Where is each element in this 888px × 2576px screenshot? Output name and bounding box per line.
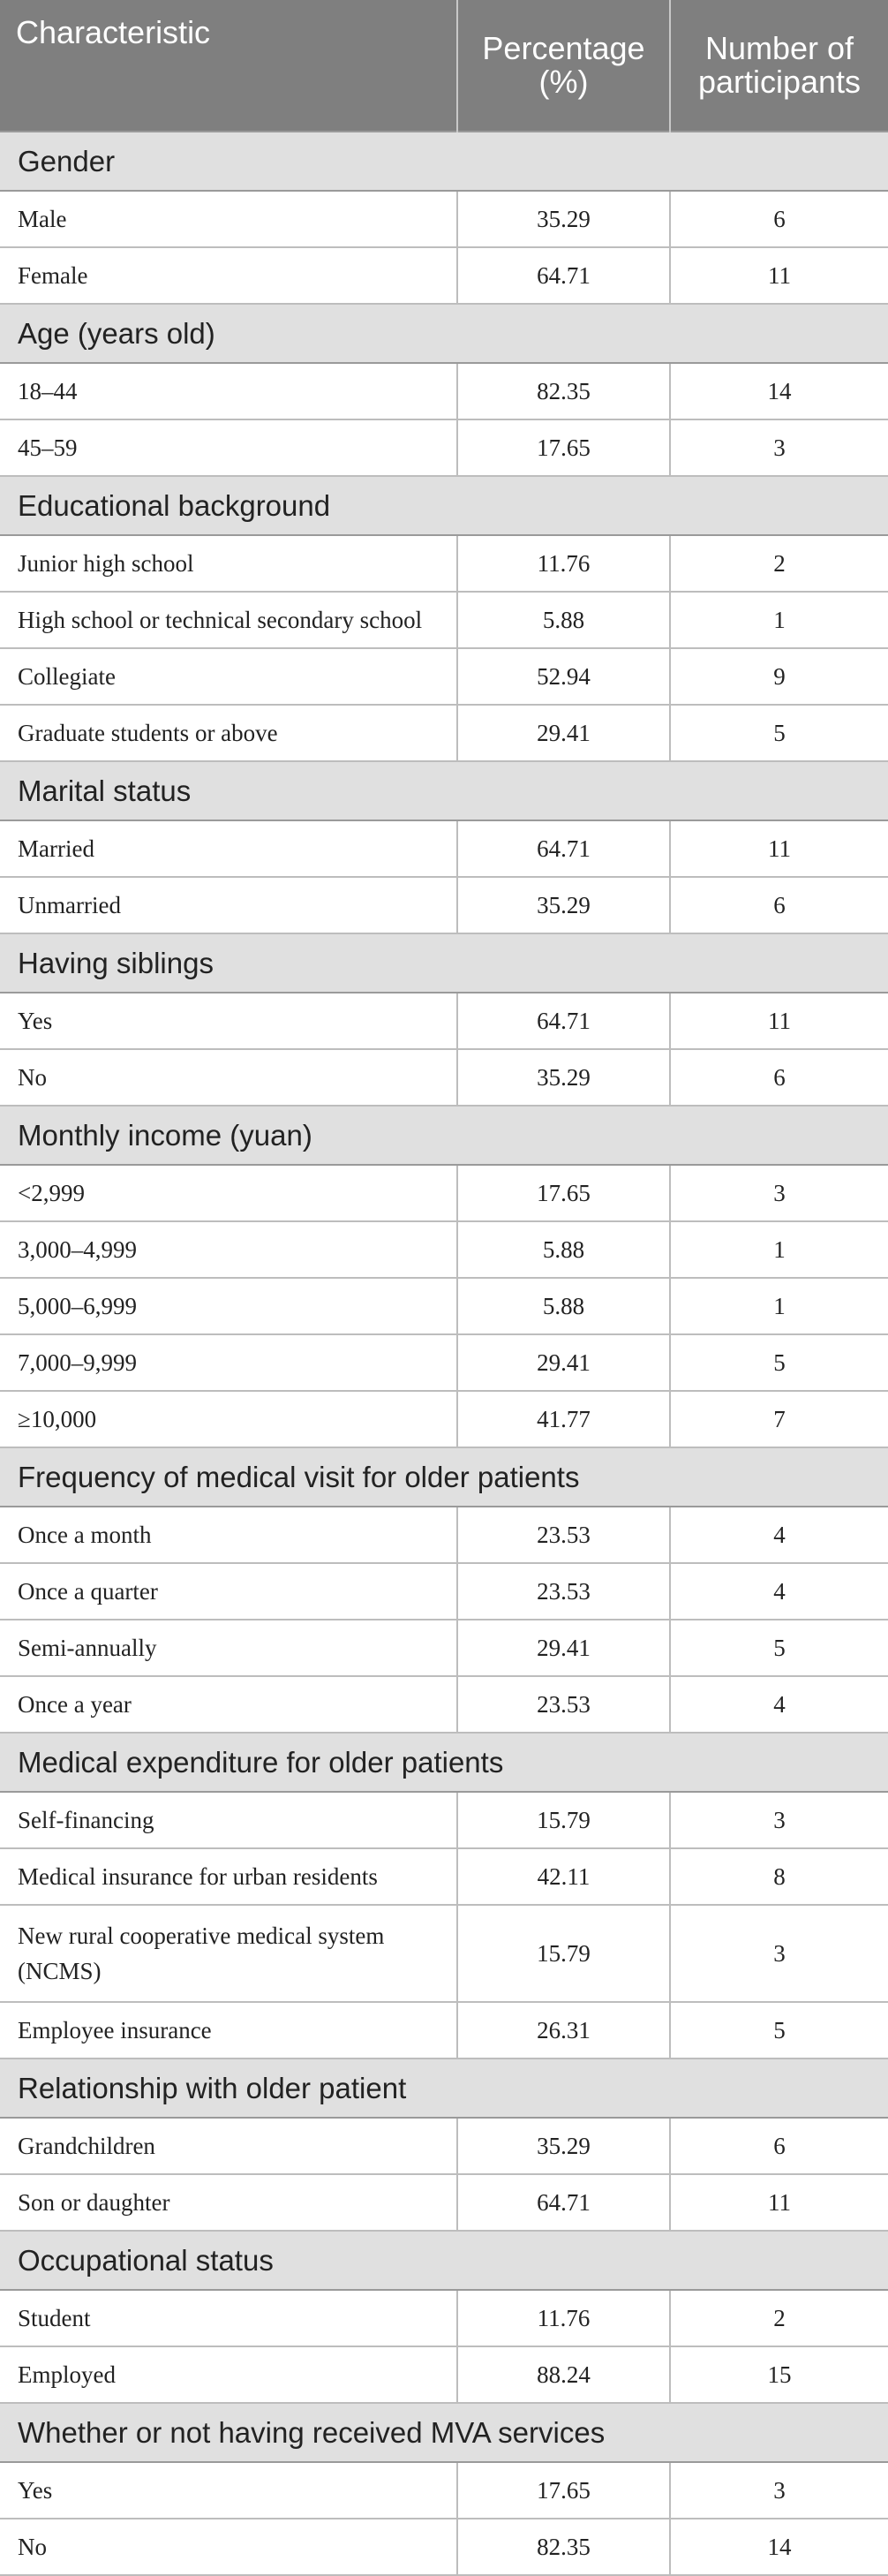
table-row	[0, 820, 888, 877]
row-label: 5,000–6,999	[0, 1278, 457, 1334]
row-label: 7,000–9,999	[0, 1334, 457, 1391]
table-row	[0, 1507, 888, 1563]
participants-cell: 11	[670, 993, 888, 1049]
percentage-cell: 52.94	[457, 648, 670, 705]
participants-cell: 6	[670, 877, 888, 933]
table-body	[0, 132, 888, 2575]
participants-cell: 4	[670, 1507, 888, 1563]
table-row	[0, 1563, 888, 1620]
participants-cell: 5	[670, 1620, 888, 1676]
row-label: Once a quarter	[0, 1563, 457, 1620]
table-row	[0, 2462, 888, 2519]
table-row	[0, 1278, 888, 1334]
percentage-cell: 17.65	[457, 2462, 670, 2519]
table-row	[0, 2346, 888, 2403]
row-label: 3,000–4,999	[0, 1221, 457, 1278]
row-label: Yes	[0, 993, 457, 1049]
table-row	[0, 993, 888, 1049]
row-label: Junior high school	[0, 535, 457, 592]
column-header-percentage: Percentage (%)	[457, 0, 670, 132]
section-title: Age (years old)	[0, 304, 888, 363]
table-row	[0, 1049, 888, 1106]
section-header-row	[0, 2403, 888, 2462]
row-label: No	[0, 1049, 457, 1106]
row-label: Collegiate	[0, 648, 457, 705]
participants-cell: 5	[670, 2002, 888, 2059]
participants-cell: 11	[670, 2174, 888, 2231]
percentage-cell: 35.29	[457, 2118, 670, 2174]
row-label: Grandchildren	[0, 2118, 457, 2174]
row-label: 45–59	[0, 419, 457, 476]
table-row	[0, 363, 888, 419]
section-title: Medical expenditure for older patients	[0, 1733, 888, 1792]
participants-cell: 3	[670, 2462, 888, 2519]
table-row	[0, 2290, 888, 2346]
table-header	[0, 0, 888, 132]
row-label: Female	[0, 247, 457, 304]
percentage-cell: 41.77	[457, 1391, 670, 1447]
participants-cell: 15	[670, 2346, 888, 2403]
row-label: Employee insurance	[0, 2002, 457, 2059]
percentage-cell: 15.79	[457, 1792, 670, 1848]
percentage-cell: 15.79	[457, 1905, 670, 2002]
percentage-cell: 82.35	[457, 363, 670, 419]
participants-cell: 6	[670, 2118, 888, 2174]
participants-cell: 3	[670, 1905, 888, 2002]
section-header-row	[0, 304, 888, 363]
table-row	[0, 247, 888, 304]
percentage-cell: 23.53	[457, 1563, 670, 1620]
table-row	[0, 535, 888, 592]
table-row	[0, 705, 888, 761]
row-label: Graduate students or above	[0, 705, 457, 761]
percentage-cell: 64.71	[457, 2174, 670, 2231]
row-label: No	[0, 2519, 457, 2575]
participants-cell: 8	[670, 1848, 888, 1905]
percentage-cell: 5.88	[457, 592, 670, 648]
row-label: Medical insurance for urban residents	[0, 1848, 457, 1905]
section-header-row	[0, 933, 888, 993]
section-title: Whether or not having received MVA services	[0, 2403, 888, 2462]
section-title: Marital status	[0, 761, 888, 820]
table-row	[0, 2174, 888, 2231]
section-title: Educational background	[0, 476, 888, 535]
table-row	[0, 1221, 888, 1278]
participants-cell: 4	[670, 1676, 888, 1733]
row-label: ≥10,000	[0, 1391, 457, 1447]
row-label: 18–44	[0, 363, 457, 419]
row-label: Once a year	[0, 1676, 457, 1733]
participants-cell: 3	[670, 419, 888, 476]
table-row	[0, 1848, 888, 1905]
participants-cell: 1	[670, 1278, 888, 1334]
percentage-cell: 5.88	[457, 1221, 670, 1278]
percentage-cell: 5.88	[457, 1278, 670, 1334]
row-label: High school or technical secondary school	[0, 592, 457, 648]
percentage-cell: 35.29	[457, 877, 670, 933]
percentage-cell: 64.71	[457, 247, 670, 304]
percentage-cell: 88.24	[457, 2346, 670, 2403]
section-header-row	[0, 2059, 888, 2118]
participants-cell: 3	[670, 1792, 888, 1848]
table-row	[0, 191, 888, 247]
percentage-cell: 29.41	[457, 1334, 670, 1391]
percentage-cell: 26.31	[457, 2002, 670, 2059]
section-title: Monthly income (yuan)	[0, 1106, 888, 1165]
row-label: Unmarried	[0, 877, 457, 933]
section-title: Relationship with older patient	[0, 2059, 888, 2118]
participants-cell: 14	[670, 2519, 888, 2575]
table-row	[0, 1165, 888, 1221]
participants-cell: 1	[670, 1221, 888, 1278]
column-header-participants: Number of participants	[670, 0, 888, 132]
row-label: Employed	[0, 2346, 457, 2403]
section-header-row	[0, 761, 888, 820]
percentage-cell: 42.11	[457, 1848, 670, 1905]
percentage-cell: 11.76	[457, 2290, 670, 2346]
table-row	[0, 419, 888, 476]
percentage-cell: 82.35	[457, 2519, 670, 2575]
table-row	[0, 592, 888, 648]
table-row	[0, 1620, 888, 1676]
column-header-characteristic: Characteristic	[0, 0, 457, 132]
table-row	[0, 1676, 888, 1733]
percentage-cell: 23.53	[457, 1676, 670, 1733]
percentage-cell: 17.65	[457, 419, 670, 476]
section-title: Having siblings	[0, 933, 888, 993]
participants-cell: 14	[670, 363, 888, 419]
percentage-cell: 35.29	[457, 1049, 670, 1106]
participants-cell: 6	[670, 1049, 888, 1106]
participants-cell: 11	[670, 820, 888, 877]
section-title: Occupational status	[0, 2231, 888, 2290]
section-header-row	[0, 132, 888, 191]
percentage-cell: 29.41	[457, 1620, 670, 1676]
table-row	[0, 1905, 888, 2002]
participants-cell: 9	[670, 648, 888, 705]
participants-cell: 6	[670, 191, 888, 247]
header-row	[0, 0, 888, 132]
table-row	[0, 648, 888, 705]
percentage-cell: 17.65	[457, 1165, 670, 1221]
section-header-row	[0, 2231, 888, 2290]
section-header-row	[0, 1733, 888, 1792]
participants-cell: 2	[670, 535, 888, 592]
percentage-cell: 11.76	[457, 535, 670, 592]
row-label: Once a month	[0, 1507, 457, 1563]
table-row	[0, 877, 888, 933]
participants-cell: 5	[670, 1334, 888, 1391]
row-label: Yes	[0, 2462, 457, 2519]
table-row	[0, 1792, 888, 1848]
percentage-cell: 23.53	[457, 1507, 670, 1563]
row-label: Student	[0, 2290, 457, 2346]
participants-cell: 5	[670, 705, 888, 761]
row-label: Son or daughter	[0, 2174, 457, 2231]
row-label: Male	[0, 191, 457, 247]
percentage-cell: 35.29	[457, 191, 670, 247]
percentage-cell: 64.71	[457, 820, 670, 877]
row-label: Self-financing	[0, 1792, 457, 1848]
table-row	[0, 1391, 888, 1447]
percentage-cell: 64.71	[457, 993, 670, 1049]
table-row	[0, 1334, 888, 1391]
section-header-row	[0, 1106, 888, 1165]
table-row	[0, 2519, 888, 2575]
participants-cell: 1	[670, 592, 888, 648]
participants-cell: 2	[670, 2290, 888, 2346]
section-header-row	[0, 1447, 888, 1507]
table-row	[0, 2118, 888, 2174]
participants-cell: 11	[670, 247, 888, 304]
row-label: Married	[0, 820, 457, 877]
row-label: <2,999	[0, 1165, 457, 1221]
section-header-row	[0, 476, 888, 535]
section-title: Gender	[0, 132, 888, 191]
participants-cell: 3	[670, 1165, 888, 1221]
participants-cell: 7	[670, 1391, 888, 1447]
section-title: Frequency of medical visit for older patients	[0, 1447, 888, 1507]
table-row	[0, 2002, 888, 2059]
row-label: Semi-annually	[0, 1620, 457, 1676]
row-label: New rural cooperative medical system (NCMS)	[0, 1905, 457, 2002]
participants-cell: 4	[670, 1563, 888, 1620]
percentage-cell: 29.41	[457, 705, 670, 761]
